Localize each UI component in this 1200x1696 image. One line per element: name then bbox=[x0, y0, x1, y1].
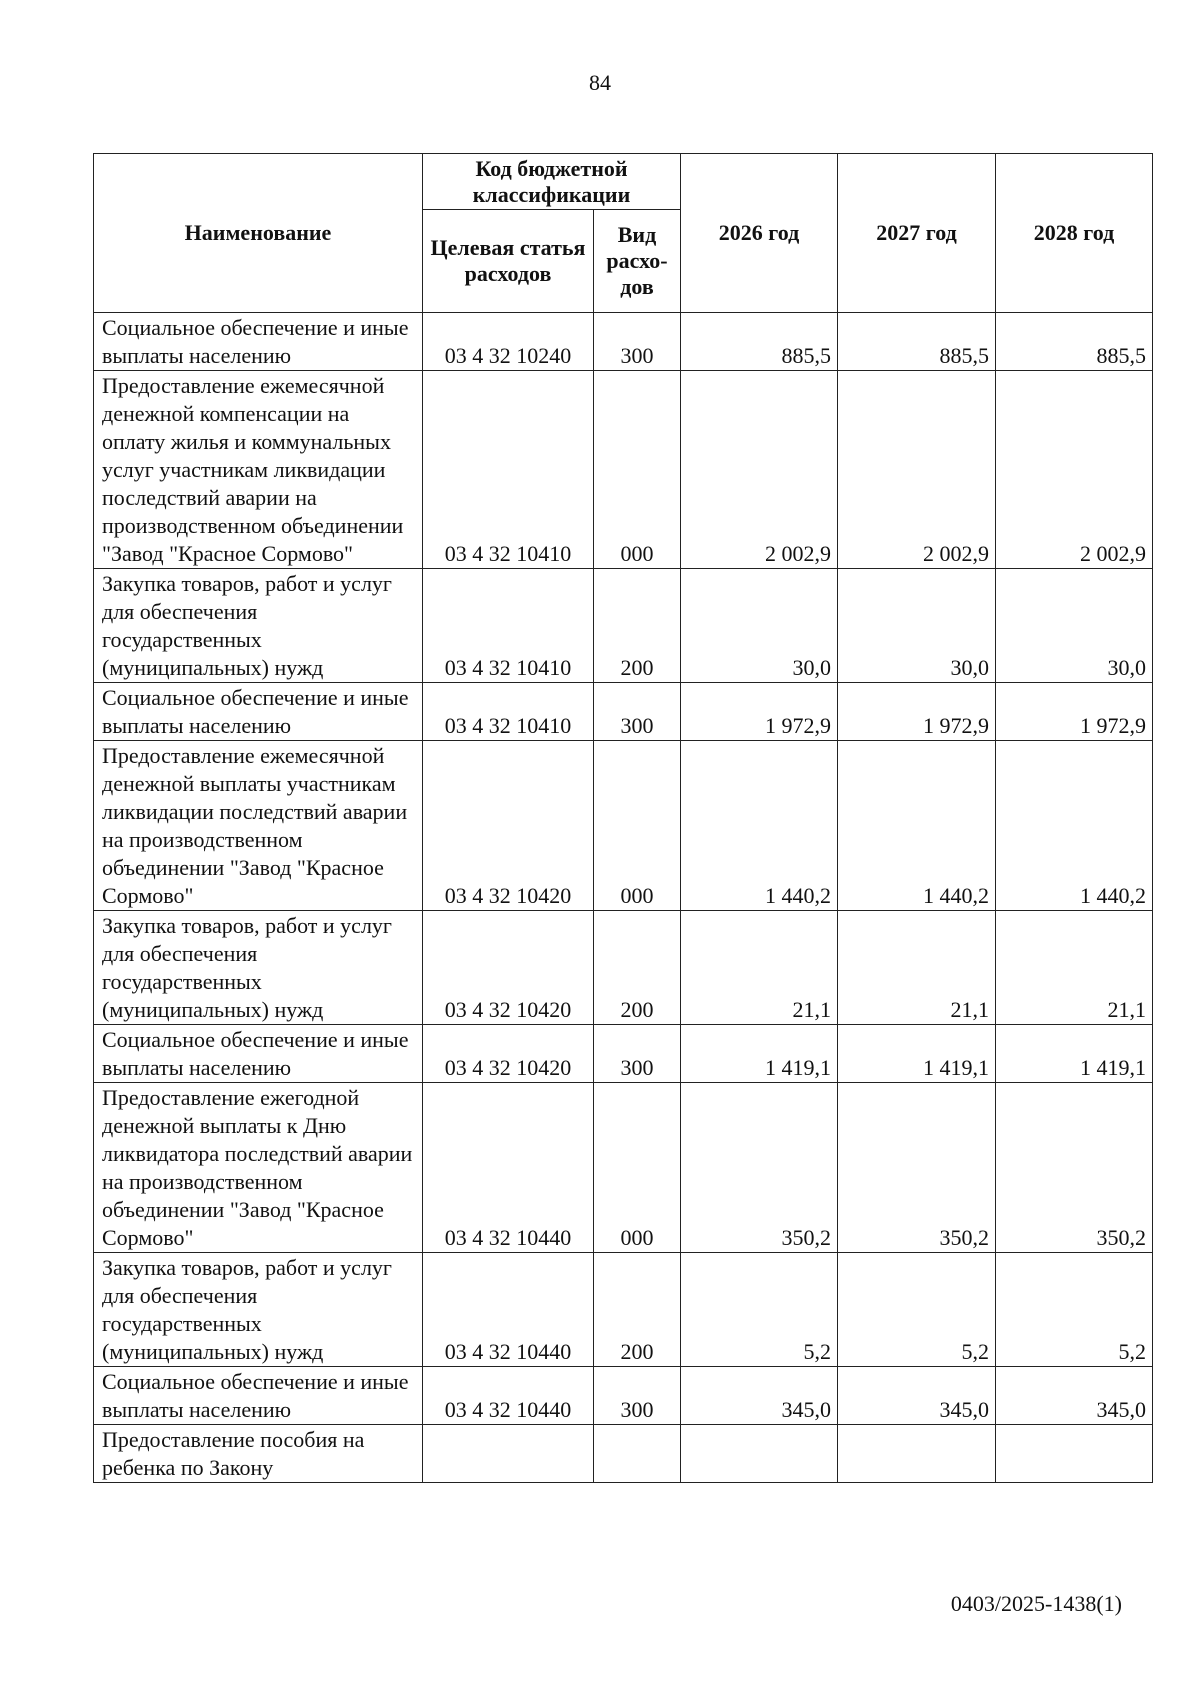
table-row bbox=[94, 1367, 1153, 1425]
row-target-code: 03 4 32 10440 bbox=[423, 1253, 594, 1367]
header-year-2026: 2026 год bbox=[681, 154, 838, 313]
row-value-2028 bbox=[996, 1425, 1153, 1483]
row-value-2028: 345,0 bbox=[996, 1367, 1153, 1425]
row-expense-type: 300 bbox=[594, 683, 681, 741]
table-body bbox=[94, 313, 1153, 1483]
row-value-2028: 21,1 bbox=[996, 911, 1153, 1025]
row-value-2026: 350,2 bbox=[681, 1083, 838, 1253]
table-row bbox=[94, 741, 1153, 911]
row-target-code: 03 4 32 10410 bbox=[423, 569, 594, 683]
row-name: Закупка товаров, работ и услуг для обеспечения государственных (муниципальных) нужд bbox=[94, 911, 423, 1025]
row-value-2027: 1 419,1 bbox=[838, 1025, 996, 1083]
table-row bbox=[94, 1425, 1153, 1483]
header-year-2027: 2027 год bbox=[838, 154, 996, 313]
row-target-code: 03 4 32 10420 bbox=[423, 741, 594, 911]
row-name: Социальное обеспечение и иные выплаты населению bbox=[94, 1025, 423, 1083]
row-name: Предоставление ежегодной денежной выплаты к Дню ликвидатора последствий аварии на производственном объединении "Завод "Красное Сормово" bbox=[94, 1083, 423, 1253]
row-value-2026 bbox=[681, 1425, 838, 1483]
row-name: Социальное обеспечение и иные выплаты населению bbox=[94, 683, 423, 741]
row-value-2028: 1 972,9 bbox=[996, 683, 1153, 741]
row-name: Предоставление ежемесячной денежной выплаты участникам ликвидации последствий аварии на производственном объединении "Завод "Красное Сормово" bbox=[94, 741, 423, 911]
row-value-2027: 350,2 bbox=[838, 1083, 996, 1253]
row-name: Социальное обеспечение и иные выплаты населению bbox=[94, 313, 423, 371]
row-value-2027: 2 002,9 bbox=[838, 371, 996, 569]
row-name: Предоставление ежемесячной денежной компенсации на оплату жилья и коммунальных услуг участникам ликвидации последствий аварии на производственном объединении "Завод "Красное Сормово" bbox=[94, 371, 423, 569]
row-target-code: 03 4 32 10420 bbox=[423, 1025, 594, 1083]
row-value-2027: 1 972,9 bbox=[838, 683, 996, 741]
row-expense-type: 000 bbox=[594, 741, 681, 911]
row-value-2026: 885,5 bbox=[681, 313, 838, 371]
row-expense-type: 000 bbox=[594, 371, 681, 569]
table-row bbox=[94, 1025, 1153, 1083]
row-expense-type: 300 bbox=[594, 1367, 681, 1425]
table-row bbox=[94, 1253, 1153, 1367]
header-name: Наименование bbox=[94, 154, 423, 313]
row-target-code: 03 4 32 10410 bbox=[423, 371, 594, 569]
row-value-2027: 1 440,2 bbox=[838, 741, 996, 911]
document-code: 0403/2025-1438(1) bbox=[950, 1591, 1122, 1616]
row-name: Предоставление пособия на ребенка по Закону bbox=[94, 1425, 423, 1483]
row-value-2026: 1 440,2 bbox=[681, 741, 838, 911]
row-value-2026: 345,0 bbox=[681, 1367, 838, 1425]
row-value-2028: 885,5 bbox=[996, 313, 1153, 371]
row-value-2028: 5,2 bbox=[996, 1253, 1153, 1367]
table-row bbox=[94, 911, 1153, 1025]
table-row bbox=[94, 1083, 1153, 1253]
row-value-2028: 2 002,9 bbox=[996, 371, 1153, 569]
row-value-2027: 345,0 bbox=[838, 1367, 996, 1425]
table-row bbox=[94, 683, 1153, 741]
row-value-2026: 21,1 bbox=[681, 911, 838, 1025]
row-value-2026: 30,0 bbox=[681, 569, 838, 683]
row-value-2026: 5,2 bbox=[681, 1253, 838, 1367]
table-row bbox=[94, 313, 1153, 371]
row-value-2028: 350,2 bbox=[996, 1083, 1153, 1253]
row-value-2026: 2 002,9 bbox=[681, 371, 838, 569]
header-target-item: Целевая статья расходов bbox=[423, 210, 594, 313]
row-expense-type: 200 bbox=[594, 1253, 681, 1367]
row-expense-type: 000 bbox=[594, 1083, 681, 1253]
row-expense-type: 200 bbox=[594, 911, 681, 1025]
row-expense-type: 200 bbox=[594, 569, 681, 683]
header-expense-type: Вид расхо-дов bbox=[594, 210, 681, 313]
row-target-code: 03 4 32 10240 bbox=[423, 313, 594, 371]
row-value-2027: 30,0 bbox=[838, 569, 996, 683]
row-target-code: 03 4 32 10420 bbox=[423, 911, 594, 1025]
row-target-code: 03 4 32 10410 bbox=[423, 683, 594, 741]
row-value-2028: 30,0 bbox=[996, 569, 1153, 683]
row-value-2026: 1 419,1 bbox=[681, 1025, 838, 1083]
budget-table bbox=[93, 153, 1153, 1483]
table-row bbox=[94, 569, 1153, 683]
page-number: 84 bbox=[589, 70, 611, 95]
row-target-code: 03 4 32 10440 bbox=[423, 1367, 594, 1425]
row-expense-type bbox=[594, 1425, 681, 1483]
header-year-2028: 2028 год bbox=[996, 154, 1153, 313]
row-name: Социальное обеспечение и иные выплаты населению bbox=[94, 1367, 423, 1425]
row-name: Закупка товаров, работ и услуг для обеспечения государственных (муниципальных) нужд bbox=[94, 1253, 423, 1367]
row-target-code: 03 4 32 10440 bbox=[423, 1083, 594, 1253]
header-budget-code: Код бюджетной классификации bbox=[423, 154, 681, 210]
row-target-code bbox=[423, 1425, 594, 1483]
row-value-2027: 5,2 bbox=[838, 1253, 996, 1367]
row-name: Закупка товаров, работ и услуг для обеспечения государственных (муниципальных) нужд bbox=[94, 569, 423, 683]
row-value-2027: 21,1 bbox=[838, 911, 996, 1025]
row-value-2026: 1 972,9 bbox=[681, 683, 838, 741]
table-header bbox=[94, 154, 1153, 313]
row-expense-type: 300 bbox=[594, 313, 681, 371]
row-value-2027 bbox=[838, 1425, 996, 1483]
row-expense-type: 300 bbox=[594, 1025, 681, 1083]
row-value-2028: 1 419,1 bbox=[996, 1025, 1153, 1083]
row-value-2027: 885,5 bbox=[838, 313, 996, 371]
table-row bbox=[94, 371, 1153, 569]
row-value-2028: 1 440,2 bbox=[996, 741, 1153, 911]
